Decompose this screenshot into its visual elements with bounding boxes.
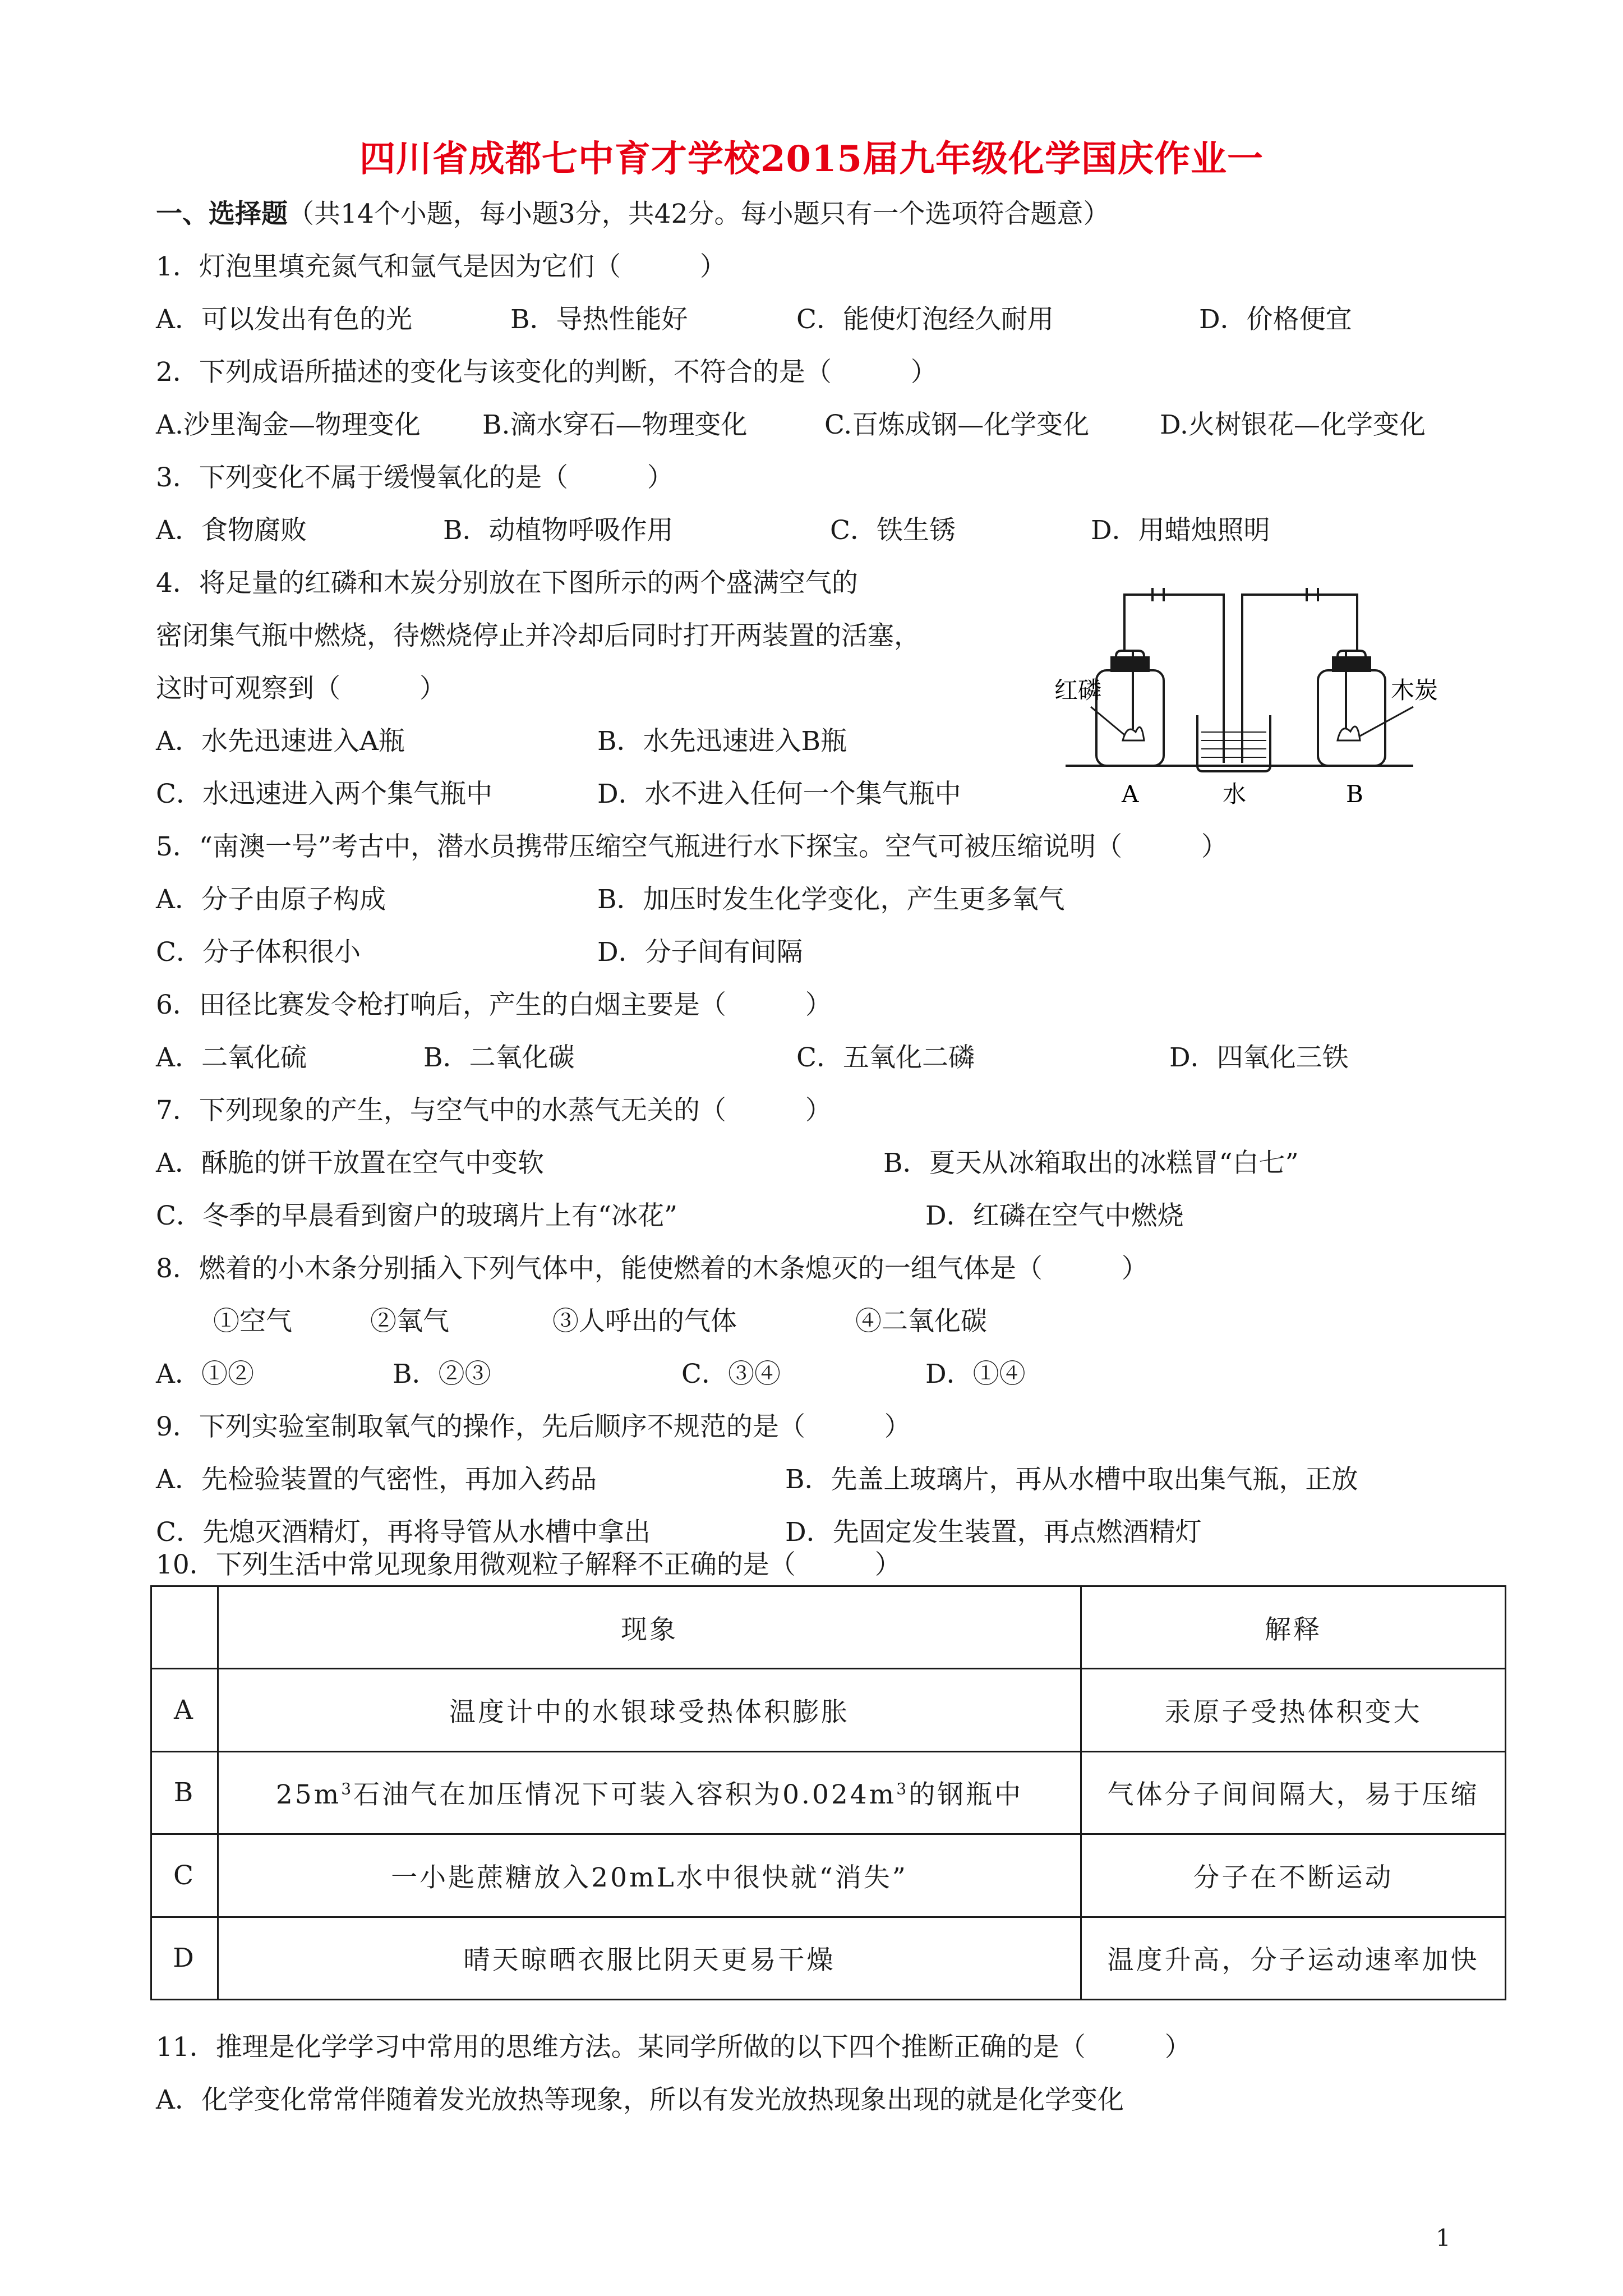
q6-option-b: B．二氧化碳 [423,1042,575,1073]
right-tube [1242,595,1357,763]
table-header-key [151,1586,218,1669]
q8-option-c: C．③④ [681,1359,781,1389]
q6-option-c: C．五氧化二磷 [796,1042,975,1073]
q7-option-c: C．冬季的早晨看到窗户的玻璃片上有“冰花” [156,1200,678,1231]
q2-stem: 2．下列成语所描述的变化与该变化的判断，不符合的是（ ） [156,357,937,388]
q3-option-d: D．用蜡烛照明 [1091,515,1270,546]
table-row [151,1834,1506,1917]
q2-option-d: D.火树银花—化学变化 [1160,409,1426,440]
beaker [1197,715,1270,771]
label-bottle-b: B [1346,780,1363,808]
q6-option-a: A．二氧化硫 [156,1042,307,1073]
q4-stem-line2: 密闭集气瓶中燃烧，待燃烧停止并冷却后同时打开两装置的活塞， [156,620,920,651]
q3-stem: 3．下列变化不属于缓慢氧化的是（ ） [156,462,674,493]
q8-option-a: A．①② [156,1359,254,1389]
table-row [151,1917,1506,1999]
section-heading: 一、选择题 [156,199,288,229]
q5-option-b: B．加压时发生化学变化，产生更多氧气 [597,884,1065,915]
phenomenon-part: 石油气在加压情况下可装入容积为0.024m [353,1779,897,1811]
row-explanation: 温度升高，分子运动速率加快 [1081,1917,1506,1999]
row-phenomenon: 一小匙蔗糖放入20mL水中很快就“消失” [218,1834,1081,1917]
q4-apparatus-diagram [1054,572,1447,808]
q5-option-a: A．分子由原子构成 [156,884,386,915]
q7-option-d: D．红磷在空气中燃烧 [925,1200,1184,1231]
left-bottle [1096,670,1164,766]
q8-item-3: ③人呼出的气体 [552,1306,737,1337]
table-header-row [151,1586,1506,1669]
table-header-explanation: 解释 [1081,1586,1506,1669]
q8-option-b: B．②③ [393,1359,491,1389]
q9-option-b: B．先盖上玻璃片，再从水槽中取出集气瓶，正放 [785,1464,1358,1495]
row-key: B [151,1751,218,1834]
q2-option-b: B.滴水穿石—物理变化 [482,409,748,440]
q2-option-c: C.百炼成钢—化学变化 [824,409,1090,440]
row-explanation: 汞原子受热体积变大 [1081,1669,1506,1751]
q5-option-d: D．分子间有间隔 [597,937,803,968]
q4-option-b: B．水先迅速进入B瓶 [597,726,847,757]
right-bottle [1318,670,1385,766]
q8-stem: 8．燃着的小木条分别插入下列气体中，能使燃着的木条熄灭的一组气体是（ ） [156,1253,1148,1284]
page-number: 1 [1436,2224,1451,2252]
q4-option-a: A．水先迅速进入A瓶 [156,726,405,757]
q4-stem-line3: 这时可观察到（ ） [156,673,446,704]
table-row [151,1669,1506,1751]
label-water: 水 [1223,780,1247,808]
q3-option-c: C．铁生锈 [830,515,956,546]
phenomenon-part: 的钢瓶中 [909,1779,1023,1811]
right-flame [1338,726,1360,740]
superscript: 3 [341,1779,354,1798]
q6-option-d: D．四氧化三铁 [1169,1042,1349,1073]
q10-stem: 10．下列生活中常见现象用微观粒子解释不正确的是（ ） [156,1549,901,1580]
section-note: （共14个小题，每小题3分，共42分。每小题只有一个选项符合题意） [288,199,1110,229]
table-row [151,1751,1506,1834]
q3-option-b: B．动植物呼吸作用 [443,515,674,546]
q4-option-c: C．水迅速进入两个集气瓶中 [156,779,492,809]
q4-option-d: D．水不进入任何一个集气瓶中 [597,779,961,809]
q10-table [150,1585,1506,2000]
q1-option-c: C．能使灯泡经久耐用 [796,304,1054,335]
phenomenon-part: 25m [275,1779,342,1811]
q1-option-a: A．可以发出有色的光 [156,304,412,335]
row-explanation: 气体分子间间隔大，易于压缩 [1081,1751,1506,1834]
q9-option-a: A．先检验装置的气密性，再加入药品 [156,1464,597,1495]
right-stopper [1332,656,1371,672]
label-red-phosphorus: 红磷 [1054,677,1102,704]
q6-stem: 6．田径比赛发令枪打响后，产生的白烟主要是（ ） [156,990,832,1020]
q4-stem-line1: 4．将足量的红磷和木炭分别放在下图所示的两个盛满空气的 [156,568,858,599]
q7-stem: 7．下列现象的产生，与空气中的水蒸气无关的（ ） [156,1095,832,1126]
left-stopper [1110,656,1150,672]
q7-option-a: A．酥脆的饼干放置在空气中变软 [156,1148,544,1179]
q3-option-a: A．食物腐败 [156,515,307,546]
label-charcoal: 木炭 [1391,677,1438,704]
row-explanation: 分子在不断运动 [1081,1834,1506,1917]
q8-item-2: ②氧气 [370,1306,449,1337]
q2-option-a: A.沙里淘金—物理变化 [156,409,421,440]
left-tube [1124,595,1224,763]
q7-option-b: B．夏天从冰箱取出的冰糕冒“白七” [883,1148,1299,1179]
row-key: A [151,1669,218,1751]
q9-option-d: D．先固定发生装置，再点燃酒精灯 [785,1517,1202,1548]
q1-option-d: D．价格便宜 [1199,304,1352,335]
row-phenomenon [218,1751,1081,1834]
q11-option-a: A．化学变化常常伴随着发光放热等现象，所以有发光放热现象出现的就是化学变化 [156,2085,1124,2115]
q1-option-b: B．导热性能好 [510,304,688,335]
q11-stem: 11．推理是化学学习中常用的思维方法。某同学所做的以下四个推断正确的是（ ） [156,2032,1191,2063]
row-phenomenon: 温度计中的水银球受热体积膨胀 [218,1669,1081,1751]
q5-stem: 5．“南澳一号”考古中，潜水员携带压缩空气瓶进行水下探宝。空气可被压缩说明（ ） [156,831,1228,862]
row-key: C [151,1834,218,1917]
row-key: D [151,1917,218,1999]
q8-item-4: ④二氧化碳 [855,1306,987,1337]
q5-option-c: C．分子体积很小 [156,937,361,968]
q1-stem: 1．灯泡里填充氮气和氩气是因为它们（ ） [156,251,726,282]
superscript: 3 [896,1779,909,1798]
page-title: 四川省成都七中育才学校2015届九年级化学国庆作业一 [359,138,1264,180]
q8-item-1: ①空气 [213,1306,292,1337]
q8-option-d: D．①④ [925,1359,1026,1389]
q9-stem: 9．下列实验室制取氧气的操作，先后顺序不规范的是（ ） [156,1411,911,1442]
label-bottle-a: A [1122,780,1139,808]
section-heading-line [156,197,1110,231]
row-phenomenon: 晴天晾晒衣服比阴天更易干燥 [218,1917,1081,1999]
q9-option-c: C．先熄灭酒精灯，再将导管从水槽中拿出 [156,1517,651,1548]
table-header-phenomenon: 现象 [218,1586,1081,1669]
